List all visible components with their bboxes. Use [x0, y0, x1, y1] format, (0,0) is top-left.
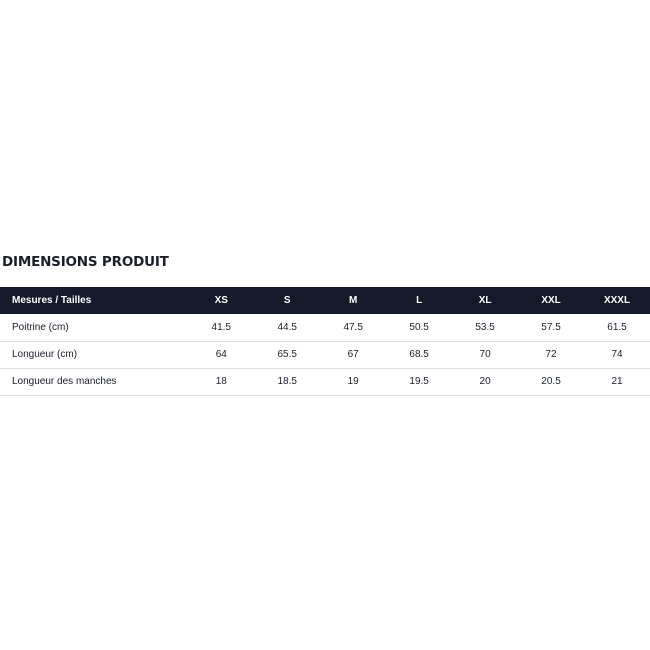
- column-header: XL: [478, 295, 492, 306]
- row-label: Longueur (cm): [12, 349, 78, 360]
- table-cell: 74: [611, 349, 623, 360]
- table-header-row: [0, 287, 650, 314]
- column-header: M: [349, 295, 358, 306]
- column-header: S: [283, 295, 291, 306]
- table-row: [0, 341, 650, 368]
- table-cell: 21: [611, 376, 623, 387]
- column-header: XS: [214, 295, 228, 306]
- column-header: L: [416, 295, 423, 306]
- table-cell: 64: [215, 349, 227, 360]
- column-header: XXXL: [603, 295, 631, 306]
- table-cell: 44.5: [277, 321, 297, 333]
- table-row: [0, 368, 650, 395]
- table-cell: 47.5: [343, 321, 363, 333]
- table-cell: 67: [347, 349, 359, 360]
- table-cell: 68.5: [409, 349, 429, 360]
- row-label: Longueur des manches: [12, 376, 117, 387]
- table-cell: 61.5: [607, 321, 627, 333]
- table-cell: 65.5: [277, 349, 297, 360]
- table-cell: 19.5: [409, 376, 429, 387]
- table-cell: 20: [479, 376, 491, 387]
- column-header: XXL: [541, 295, 561, 306]
- table-row: [0, 314, 650, 341]
- table-cell: 50.5: [409, 321, 429, 333]
- table-cell: 20.5: [541, 376, 561, 387]
- table-cell: 70: [479, 349, 491, 360]
- row-label: Poitrine (cm): [12, 321, 69, 333]
- table-cell: 18.5: [277, 376, 297, 387]
- table-cell: 53.5: [475, 321, 495, 333]
- column-header: Mesures / Tailles: [12, 295, 92, 306]
- table-cell: 41.5: [211, 321, 231, 333]
- table-cell: 18: [215, 376, 227, 387]
- table-cell: 72: [545, 349, 557, 360]
- table-cell: 57.5: [541, 321, 561, 333]
- page-title: DIMENSIONS PRODUIT: [2, 254, 169, 270]
- table-cell: 19: [347, 376, 359, 387]
- size-table: [0, 287, 650, 396]
